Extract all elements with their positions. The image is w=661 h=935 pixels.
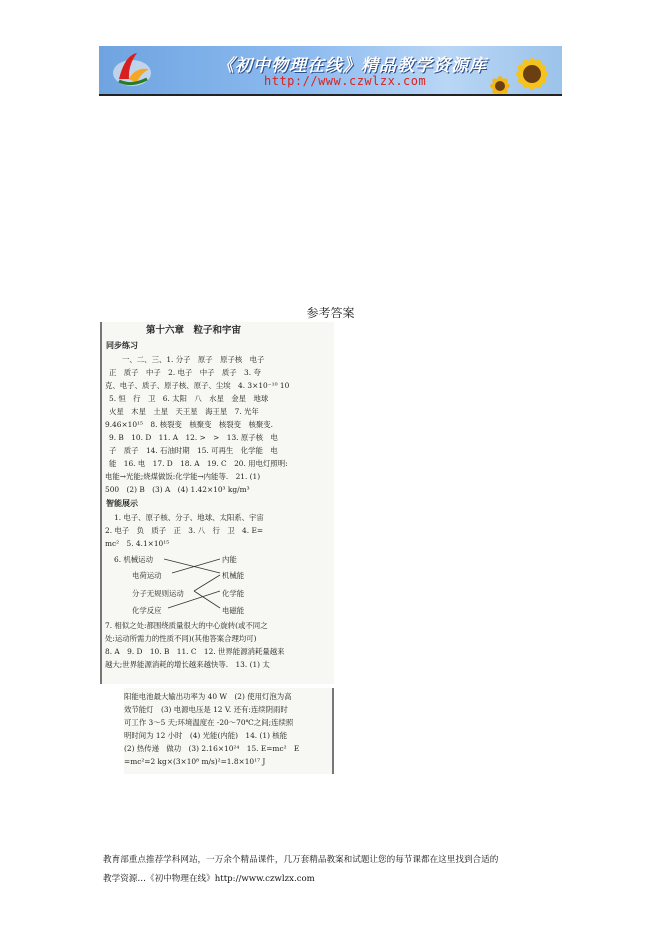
answer-line: 1. 电子、原子核、分子、地球、太阳系、宇宙 bbox=[114, 513, 264, 522]
header-banner bbox=[99, 46, 562, 94]
answer-line: 火星 木星 土星 天王星 海王星 7. 光年 bbox=[109, 407, 259, 416]
chapter-title: 第十六章 粒子和宇宙 bbox=[146, 325, 242, 336]
footer-line-2 bbox=[103, 870, 568, 889]
match-right-item: 化学能 bbox=[222, 589, 245, 598]
page-footer bbox=[103, 851, 568, 889]
answer-line: 可工作 3～5 天;环境温度在 -20～70℃之间;连续照 bbox=[124, 718, 294, 727]
answer-line: 8. A 9. D 10. B 11. C 12. 世界能源消耗量越来 bbox=[105, 647, 285, 656]
logo-icon bbox=[111, 49, 153, 91]
answer-line: 越大;世界能源消耗的增长越来越快等. 13. (1) 太 bbox=[105, 660, 270, 669]
match-line bbox=[168, 591, 220, 608]
match-right-item: 内能 bbox=[222, 555, 237, 564]
match-right-item: 电磁能 bbox=[222, 606, 245, 615]
answer-line: 电能→光能;烧煤做饭:化学能→内能等. 21. (1) bbox=[105, 472, 261, 481]
answer-line: 7. 相似之处:都围绕质量很大的中心旋转(或不同之 bbox=[105, 621, 268, 630]
page-heading: 参考答案 bbox=[306, 306, 355, 320]
answer-line: 正 质子 中子 2. 电子 中子 质子 3. 夸 bbox=[109, 368, 261, 377]
answer-line: 500 (2) B (3) A (4) 1.42×10³ kg/m³ bbox=[105, 485, 250, 494]
answer-line: 效节能灯 (3) 电源电压是 12 V. 还有:连续阴雨时 bbox=[124, 705, 288, 714]
footer-text: 教学资源…《初中物理在线》 bbox=[103, 874, 215, 884]
answer-line: 阳能电池最大输出功率为 40 W (2) 使用灯泡为高 bbox=[124, 692, 292, 701]
answer-line: 2. 电子 负 质子 正 3. 八 行 卫 4. E= bbox=[105, 526, 264, 535]
match-line bbox=[194, 575, 220, 591]
match-left-item: 化学反应 bbox=[132, 606, 162, 615]
answer-line: 5. 恒 行 卫 6. 太阳 八 水星 金星 地球 bbox=[109, 394, 269, 403]
answer-line: 克、电子、质子、原子核、原子、尘埃 4. 3×10⁻¹⁰ 10 bbox=[105, 381, 290, 390]
answer-scan-top bbox=[100, 322, 334, 684]
answer-line: 明时间为 12 小时 (4) 光能(内能) 14. (1) 核能 bbox=[124, 731, 288, 740]
answer-line: 子 质子 14. 石油时期 15. 可再生 化学能 电 bbox=[109, 446, 278, 455]
answer-line: 6. 机械运动 bbox=[114, 555, 153, 564]
match-right-item: 机械能 bbox=[222, 571, 245, 580]
answer-line: 9. B 10. D 11. A 12. > > 13. 原子核 电 bbox=[109, 433, 278, 442]
section-label: 智能展示 bbox=[106, 498, 138, 508]
answer-line: =mc²=2 kg×(3×10⁸ m/s)²=1.8×10¹⁷ J bbox=[124, 757, 266, 766]
footer-url[interactable]: http://www.czwlzx.com bbox=[214, 874, 315, 884]
match-left-item: 分子无规则运动 bbox=[132, 589, 184, 598]
header-rule bbox=[99, 94, 562, 96]
match-left-item: 电荷运动 bbox=[132, 571, 162, 580]
banner-url[interactable]: http://www.czwlzx.com bbox=[264, 74, 427, 88]
section-label: 同步练习 bbox=[106, 340, 138, 350]
banner-title: 《初中物理在线》精品教学资源库 bbox=[217, 56, 487, 76]
footer-line-1: 教育部重点推荐学科网站，一万余个精品课件，几万套精品教案和试题让您的每节课都在这里找到合适的 bbox=[103, 855, 499, 865]
answer-line: (2) 热传递 做功 (3) 2.16×10²⁴ 15. E=mc² E bbox=[124, 744, 300, 753]
answer-line: 能 16. 电 17. D 18. A 19. C 20. 用电灯照明: bbox=[109, 459, 288, 468]
answer-scan-bottom bbox=[124, 688, 334, 774]
answer-line: 处:运动所需力的性质不同)(其他答案合理均可) bbox=[105, 634, 257, 643]
sunflower-icon bbox=[482, 46, 562, 94]
match-line bbox=[194, 591, 220, 608]
answer-line: 9.46×10¹⁵ 8. 核裂变 核聚变 核裂变 核聚变. bbox=[105, 420, 273, 429]
answer-line: mc² 5. 4.1×10¹⁵ bbox=[105, 539, 170, 548]
answer-line: 一、二、三、1. 分子 原子 原子核 电子 bbox=[122, 355, 265, 364]
